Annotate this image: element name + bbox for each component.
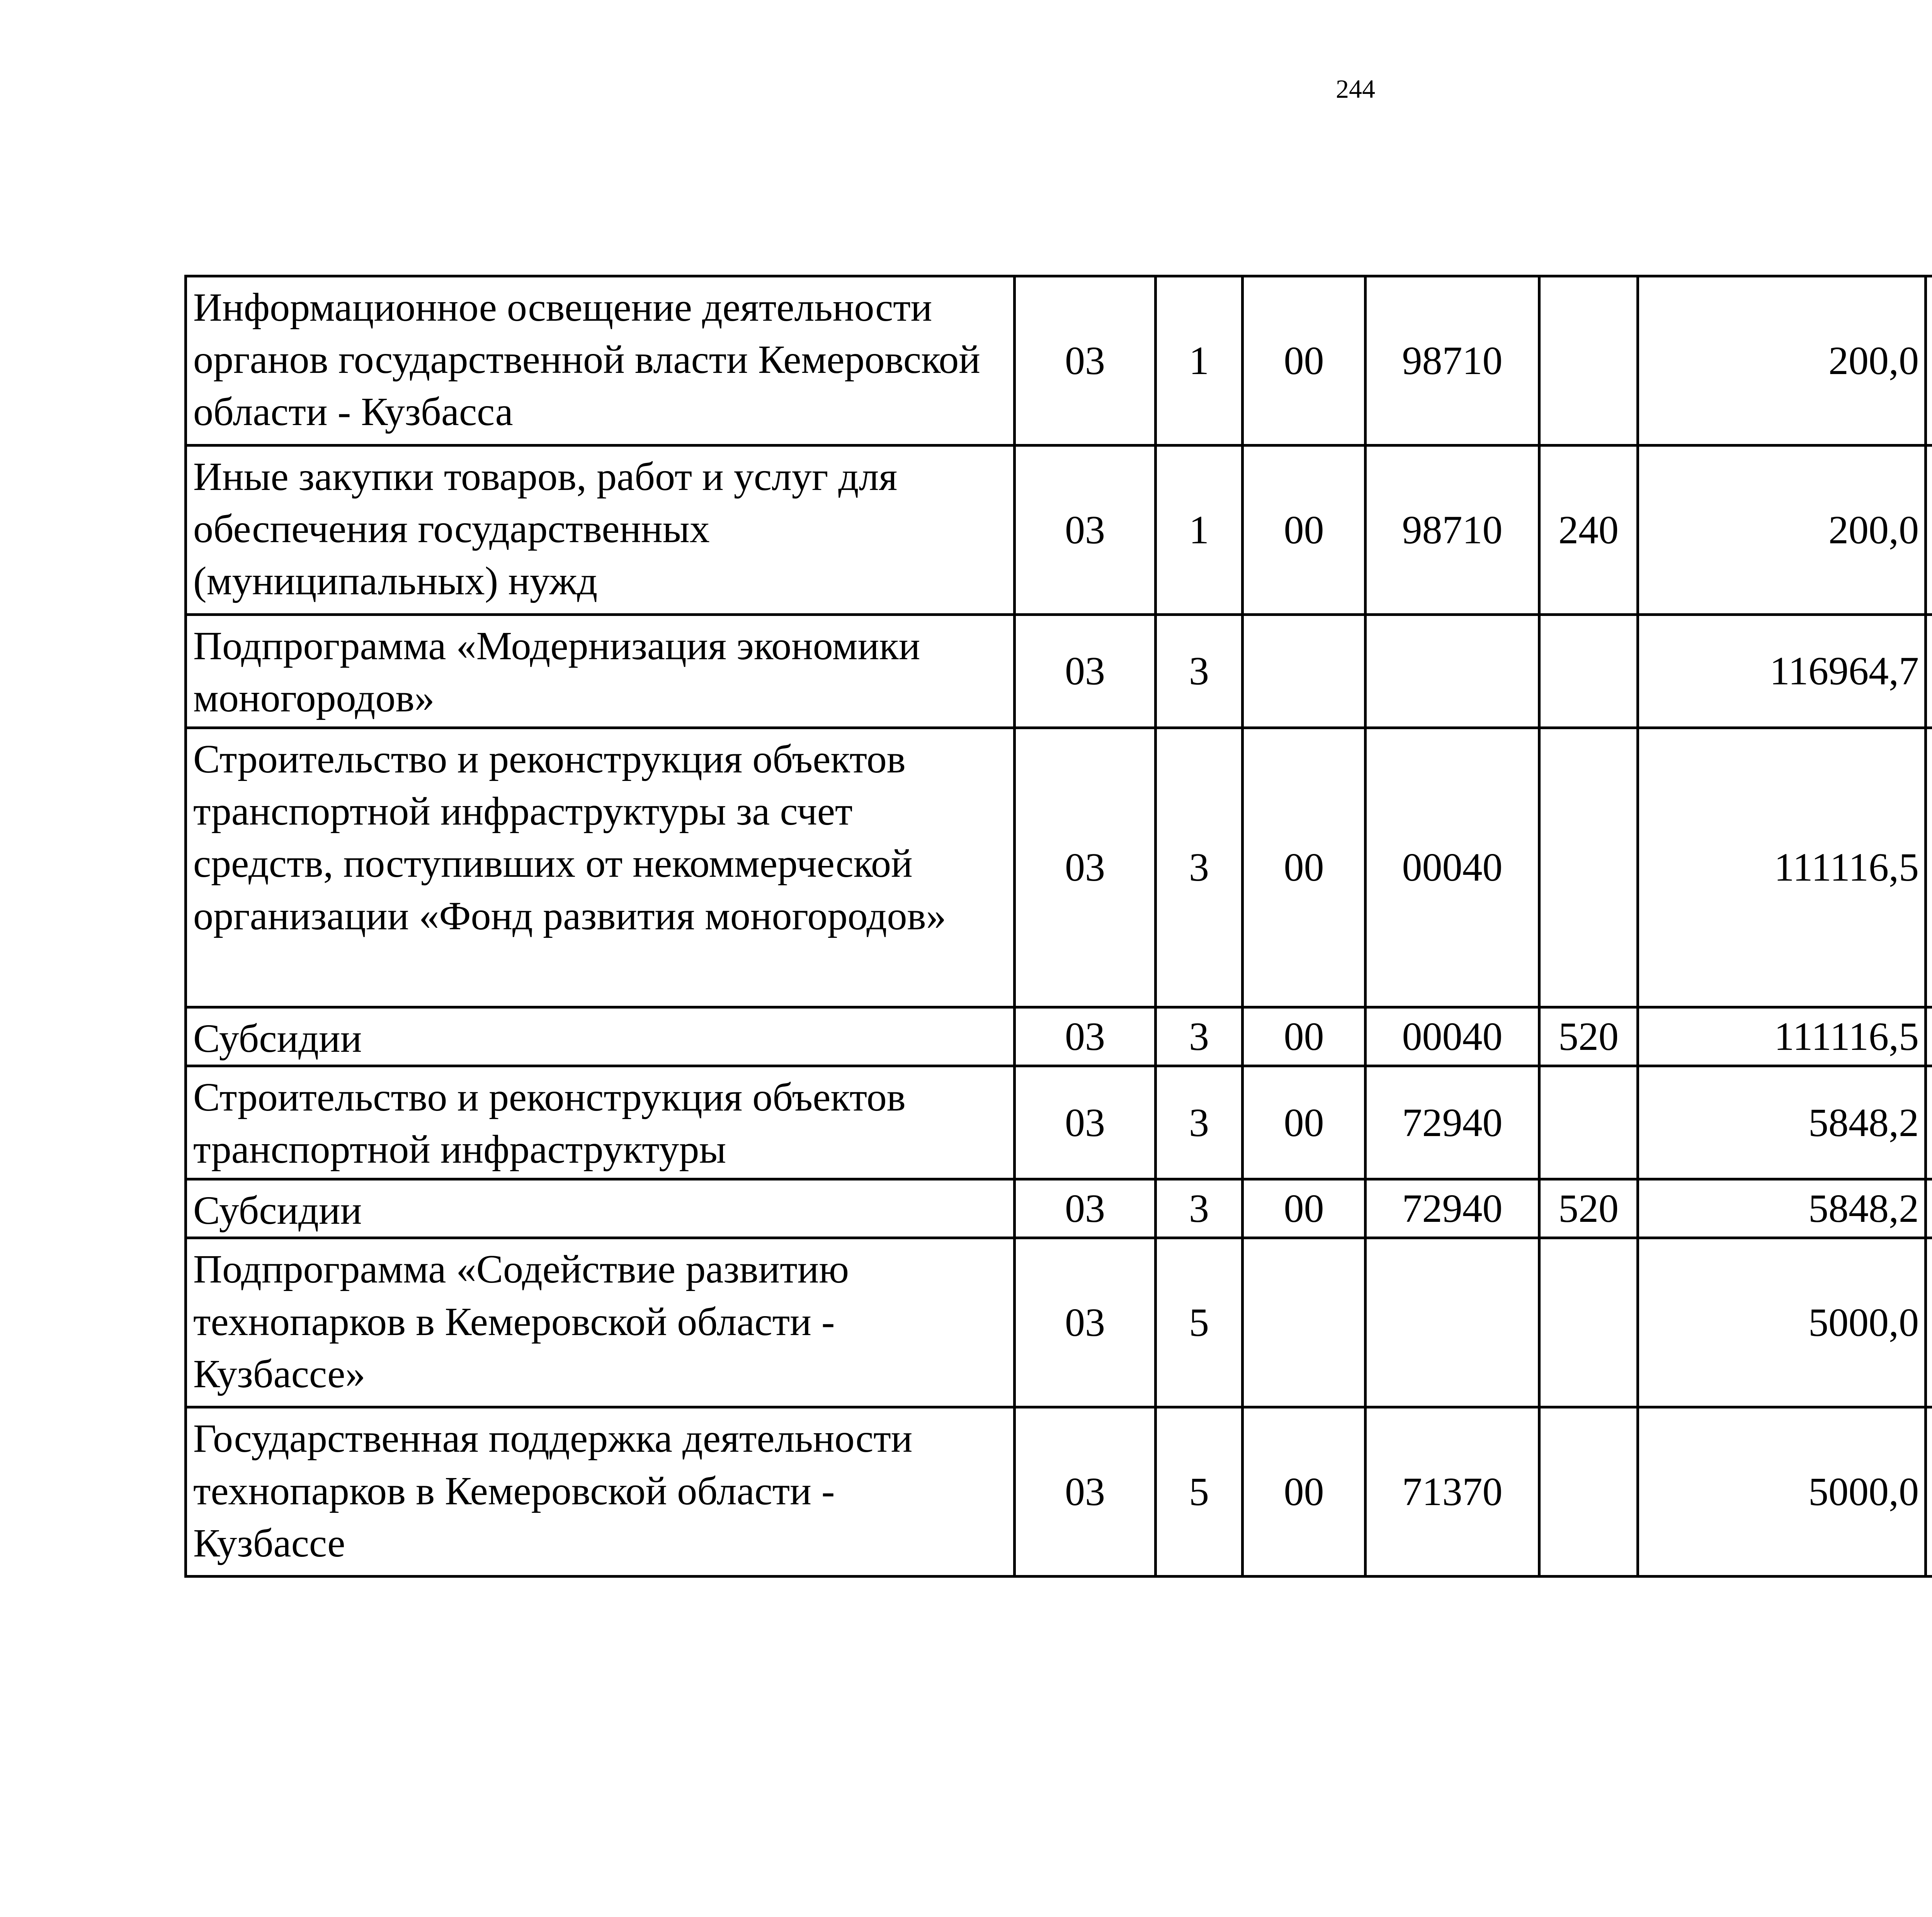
amount-1-cell: 200,0 [1638, 446, 1926, 615]
expense-type-cell [1539, 1407, 1638, 1577]
subprogram-code-cell: 1 [1156, 446, 1243, 615]
program-code-cell: 03 [1015, 1238, 1156, 1407]
table-row [186, 728, 1932, 1007]
amount-1-cell: 111116,5 [1638, 728, 1926, 1007]
amount-2-cell [1926, 276, 1932, 446]
expense-type-cell [1539, 276, 1638, 446]
item-code-cell: 71370 [1366, 1407, 1539, 1577]
row-name-cell: Подпрограмма «Содействие развитию технопарков в Кемеровской области - Кузбассе» [186, 1238, 1015, 1407]
amount-2-cell [1926, 728, 1932, 1007]
direction-code-cell: 00 [1243, 1407, 1366, 1577]
item-code-cell: 00040 [1366, 728, 1539, 1007]
amount-1-cell: 5000,0 [1638, 1407, 1926, 1577]
item-code-cell: 98710 [1366, 446, 1539, 615]
row-name-cell: Субсидии [186, 1179, 1015, 1238]
item-code-cell [1366, 1238, 1539, 1407]
program-code-cell: 03 [1015, 276, 1156, 446]
amount-1-cell: 200,0 [1638, 276, 1926, 446]
direction-code-cell: 00 [1243, 1007, 1366, 1066]
table-row [186, 615, 1932, 728]
item-code-cell: 00040 [1366, 1007, 1539, 1066]
direction-code-cell: 00 [1243, 1179, 1366, 1238]
subprogram-code-cell: 3 [1156, 1179, 1243, 1238]
subprogram-code-cell: 1 [1156, 276, 1243, 446]
table-row [186, 1007, 1932, 1066]
budget-table [184, 275, 1932, 1578]
amount-1-cell: 111116,5 [1638, 1007, 1926, 1066]
page-number: 244 [1336, 74, 1375, 104]
expense-type-cell [1539, 1066, 1638, 1179]
direction-code-cell: 00 [1243, 446, 1366, 615]
item-code-cell [1366, 615, 1539, 728]
amount-2-cell [1926, 1407, 1932, 1577]
amount-2-cell [1926, 615, 1932, 728]
program-code-cell: 03 [1015, 1407, 1156, 1577]
item-code-cell: 98710 [1366, 276, 1539, 446]
table-row [186, 1407, 1932, 1577]
subprogram-code-cell: 3 [1156, 1066, 1243, 1179]
table-row [186, 1179, 1932, 1238]
item-code-cell: 72940 [1366, 1179, 1539, 1238]
amount-2-cell [1926, 1179, 1932, 1238]
expense-type-cell [1539, 1238, 1638, 1407]
row-name-cell: Строительство и реконструкция объектов транспортной инфраструктуры [186, 1066, 1015, 1179]
expense-type-cell: 520 [1539, 1007, 1638, 1066]
item-code-cell: 72940 [1366, 1066, 1539, 1179]
table-row [186, 1238, 1932, 1407]
table-row [186, 446, 1932, 615]
subprogram-code-cell: 5 [1156, 1407, 1243, 1577]
subprogram-code-cell: 3 [1156, 728, 1243, 1007]
direction-code-cell [1243, 615, 1366, 728]
program-code-cell: 03 [1015, 1066, 1156, 1179]
expense-type-cell [1539, 615, 1638, 728]
program-code-cell: 03 [1015, 615, 1156, 728]
row-name-cell: Иные закупки товаров, работ и услуг для обеспечения государственных (муниципальных) нужд [186, 446, 1015, 615]
amount-2-cell [1926, 446, 1932, 615]
amount-2-cell [1926, 1007, 1932, 1066]
amount-1-cell: 5000,0 [1638, 1238, 1926, 1407]
row-name-cell: Строительство и реконструкция объектов транспортной инфраструктуры за счет средств, поступивших от некоммерческой организации «Фонд развития моногородов» [186, 728, 1015, 1007]
expense-type-cell [1539, 728, 1638, 1007]
row-name-cell: Субсидии [186, 1007, 1015, 1066]
expense-type-cell: 520 [1539, 1179, 1638, 1238]
amount-1-cell: 5848,2 [1638, 1066, 1926, 1179]
row-name-cell: Информационное освещение деятельности органов государственной власти Кемеровской области - Кузбасса [186, 276, 1015, 446]
direction-code-cell [1243, 1238, 1366, 1407]
subprogram-code-cell: 3 [1156, 1007, 1243, 1066]
amount-1-cell: 116964,7 [1638, 615, 1926, 728]
program-code-cell: 03 [1015, 1007, 1156, 1066]
table-body [186, 276, 1932, 1577]
table-row [186, 276, 1932, 446]
row-name-cell: Подпрограмма «Модернизация экономики моногородов» [186, 615, 1015, 728]
amount-1-cell: 5848,2 [1638, 1179, 1926, 1238]
subprogram-code-cell: 5 [1156, 1238, 1243, 1407]
amount-2-cell [1926, 1238, 1932, 1407]
amount-2-cell [1926, 1066, 1932, 1179]
expense-type-cell: 240 [1539, 446, 1638, 615]
program-code-cell: 03 [1015, 728, 1156, 1007]
row-name-cell: Государственная поддержка деятельности технопарков в Кемеровской области - Кузбассе [186, 1407, 1015, 1577]
direction-code-cell: 00 [1243, 276, 1366, 446]
direction-code-cell: 00 [1243, 1066, 1366, 1179]
program-code-cell: 03 [1015, 446, 1156, 615]
subprogram-code-cell: 3 [1156, 615, 1243, 728]
direction-code-cell: 00 [1243, 728, 1366, 1007]
table-row [186, 1066, 1932, 1179]
program-code-cell: 03 [1015, 1179, 1156, 1238]
